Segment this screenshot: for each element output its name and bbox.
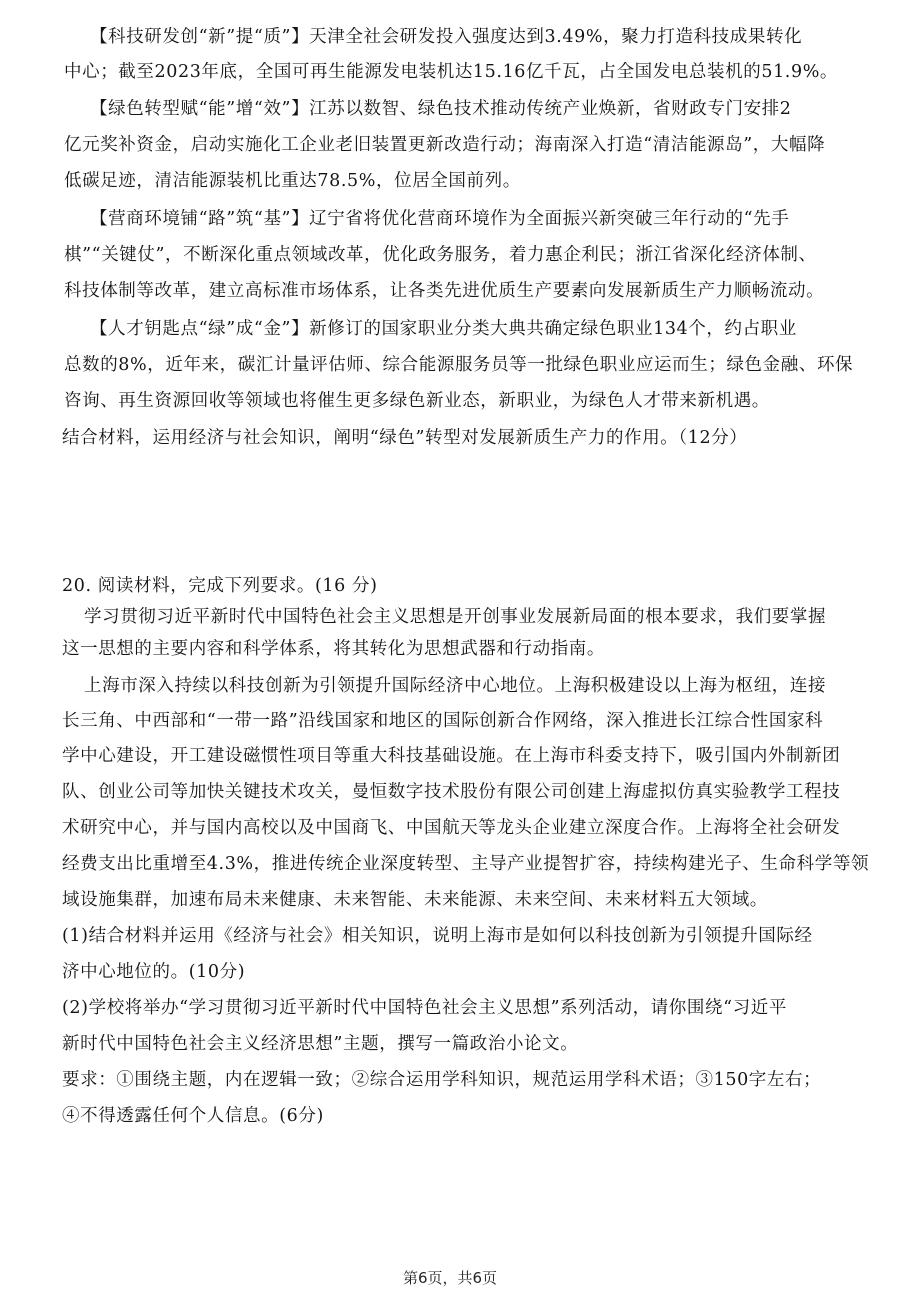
question-20-material-2: 长三角、中西部和“一带一路”沿线国家和地区的国际创新合作网络，深入推进长江综合性国家科 [62,711,824,731]
material-paragraph-tech: 中心；截至2023年底，全国可再生能源发电装机达15.16亿千瓦，占全国发电总装机的51.9%。 [64,62,839,82]
question-20-material-1: 这一思想的主要内容和科学体系，将其转化为思想武器和行动指南。 [62,639,605,659]
page-number: 第6页，共6页 [402,1269,498,1287]
question-20-material-2: 域设施集群，加速布局未来健康、未来智能、未来能源、未来空间、未来材料五大领域。 [62,890,768,910]
question-20-sub-2: (2)学校将举办“学习贯彻习近平新时代中国特色社会主义思想”系列活动，请你围绕“习近平 [62,998,787,1018]
material-paragraph-business: 棋”“关键仗”，不断深化重点领域改革，优化政务服务，着力惠企利民；浙江省深化经济体制、 [64,245,817,265]
question-20-requirements: 要求：①围绕主题，内在逻辑一致；②综合运用学科知识，规范运用学科术语；③150字左右； [62,1070,822,1090]
question-20-material-2: 术研究中心，并与国内高校以及中国商飞、中国航天等龙头企业建立深度合作。上海将全社会研发 [62,818,841,838]
question-20-material-2: 学中心建设，开工建设磁惯性项目等重大科技基础设施。在上海市科委支持下，吸引国内外制新团 [62,746,841,766]
question-20-material-1: 学习贯彻习近平新时代中国特色社会主义思想是开创事业发展新局面的根本要求，我们要掌握 [84,607,827,627]
question-20-material-2: 经费支出比重增至4.3%，推进传统企业深度转型、主导产业提智扩容，持续构建光子、生命科学等领 [62,854,870,874]
question-20-sub-1: (1)结合材料并运用《经济与社会》相关知识，说明上海市是如何以科技创新为引领提升国际经 [62,926,813,946]
material-paragraph-talent: 【人才钥匙点“绿”成“金”】新修订的国家职业分类大典共确定绿色职业134个，约占职业 [90,319,797,339]
material-paragraph-green: 低碳足迹，清洁能源装机比重达78.5%，位居全国前列。 [64,171,521,191]
material-paragraph-business: 科技体制等改革，建立高标准市场体系，让各类先进优质生产要素向发展新质生产力顺畅流动。 [64,281,825,301]
question-20-requirements: ④不得透露任何个人信息。(6分) [62,1106,324,1126]
material-paragraph-talent: 总数的8%，近年来，碳汇计量评估师、综合能源服务员等一批绿色职业应运而生；绿色金融、环保 [64,355,854,375]
question-20-material-2: 队、创业公司等加快关键技术攻关，曼恒数字技术股份有限公司创建上海虚拟仿真实验教学工程技 [62,782,841,802]
question-20-title: 20. 阅读材料，完成下列要求。(16 分) [62,576,378,596]
question-19-task: 结合材料，运用经济与社会知识，阐明“绿色”转型对发展新质生产力的作用。（12分） [62,428,748,448]
material-paragraph-green: 【绿色转型赋“能”增“效”】江苏以数智、绿色技术推动传统产业焕新，省财政专门安排2 [90,99,792,119]
question-20-sub-2: 新时代中国特色社会主义经济思想”主题，撰写一篇政治小论文。 [62,1034,579,1054]
question-20-material-2: 上海市深入持续以科技创新为引领提升国际经济中心地位。上海积极建设以上海为枢纽，连接 [84,676,827,696]
material-paragraph-green: 亿元奖补资金，启动实施化工企业老旧装置更新改造行动；海南深入打造“清洁能源岛”，大幅降 [64,135,826,155]
material-paragraph-tech: 【科技研发创“新”提“质”】天津全社会研发投入强度达到3.49%，聚力打造科技成果转化 [90,27,803,47]
material-paragraph-business: 【营商环境铺“路”筑“基”】辽宁省将优化营商环境作为全面振兴新突破三年行动的“先手 [90,209,790,229]
material-paragraph-talent: 咨询、再生资源回收等领域也将催生更多绿色新业态，新职业，为绿色人才带来新机遇。 [64,391,770,411]
question-20-sub-1: 济中心地位的。(10分) [62,962,246,982]
